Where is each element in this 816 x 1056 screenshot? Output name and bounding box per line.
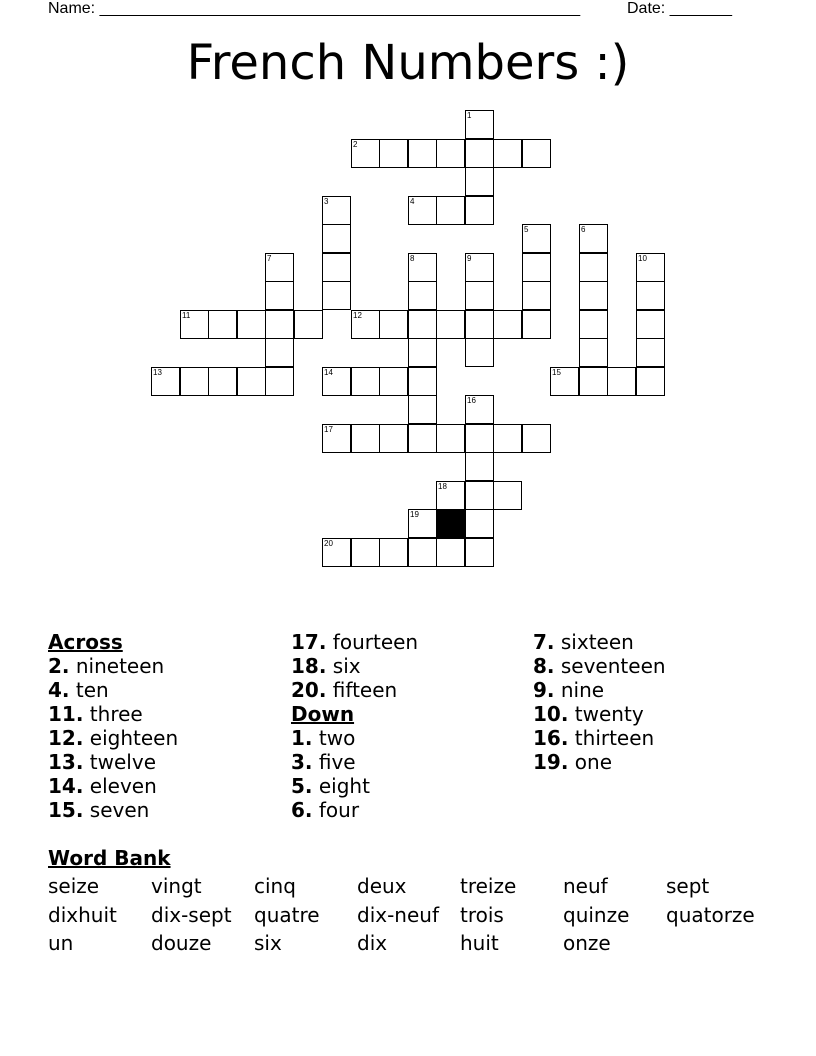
word-bank-word: cinq [254, 874, 296, 898]
clue-text: thirteen [574, 726, 655, 750]
crossword-cell[interactable] [379, 310, 408, 339]
clue-text: three [89, 702, 143, 726]
clue [533, 726, 666, 750]
clue-text: eighteen [89, 726, 179, 750]
clue [291, 678, 418, 702]
crossword-cell[interactable] [237, 310, 266, 339]
crossword-cell[interactable] [265, 253, 294, 282]
crossword-cell[interactable] [379, 367, 408, 396]
crossword-cell[interactable] [180, 367, 209, 396]
crossword-cell[interactable] [436, 538, 465, 567]
word-bank-word: neuf [563, 874, 608, 898]
clue-number: 7. [533, 630, 555, 654]
word-bank-word: trois [460, 903, 504, 927]
clue-number: 15. [48, 798, 84, 822]
down-heading: Down [291, 702, 355, 726]
crossword-cell[interactable] [579, 367, 608, 396]
crossword-cell[interactable] [436, 481, 465, 510]
clue [533, 750, 666, 774]
crossword-cell[interactable] [351, 367, 380, 396]
clue-number: 12. [48, 726, 84, 750]
crossword-cell[interactable] [408, 509, 437, 538]
crossword-cell[interactable] [493, 139, 522, 168]
clue-number: 18 [438, 482, 447, 491]
clue-number: 20. [291, 678, 327, 702]
crossword-cell[interactable] [436, 424, 465, 453]
crossword-cell[interactable] [636, 310, 665, 339]
clue-number: 4. [48, 678, 70, 702]
clue-text: fifteen [332, 678, 398, 702]
crossword-cell[interactable] [351, 310, 380, 339]
down-clue-list [291, 726, 418, 822]
clue [533, 702, 666, 726]
crossword-cell[interactable] [322, 424, 351, 453]
clue-text: nine [560, 678, 605, 702]
date-field[interactable]: Date: _______ [627, 0, 732, 17]
clues-column-2 [291, 630, 418, 822]
clue-number: 3 [324, 197, 329, 206]
clue-number: 18. [291, 654, 327, 678]
clue-number: 14. [48, 774, 84, 798]
crossword-cell[interactable] [579, 253, 608, 282]
clue-text: ten [75, 678, 109, 702]
crossword-cell[interactable] [408, 367, 437, 396]
clue-number: 8 [410, 254, 415, 263]
crossword-cell[interactable] [351, 424, 380, 453]
blocked-cell [436, 509, 465, 538]
crossword-cell[interactable] [408, 310, 437, 339]
clue [533, 678, 666, 702]
clue-text: eleven [89, 774, 157, 798]
crossword-cell[interactable] [522, 224, 551, 253]
clue-number: 11. [48, 702, 84, 726]
clue [48, 774, 178, 798]
crossword-cell[interactable] [322, 281, 351, 310]
clue [291, 774, 418, 798]
clue-text: nineteen [75, 654, 165, 678]
crossword-cell[interactable] [322, 196, 351, 225]
crossword-cell[interactable] [151, 367, 180, 396]
across-heading: Across [48, 630, 123, 654]
clue-text: seventeen [560, 654, 666, 678]
clue-number: 12 [353, 311, 362, 320]
crossword-cell[interactable] [379, 139, 408, 168]
crossword-cell[interactable] [465, 538, 494, 567]
crossword-cell[interactable] [208, 367, 237, 396]
clue [48, 654, 178, 678]
word-bank-word: quinze [563, 903, 630, 927]
clue-number: 17 [324, 425, 333, 434]
crossword-cell[interactable] [294, 310, 323, 339]
clue [291, 654, 418, 678]
clue-number: 16 [467, 396, 476, 405]
clue-text: twelve [89, 750, 156, 774]
clue [291, 630, 418, 654]
crossword-cell[interactable] [465, 253, 494, 282]
clue-number: 8. [533, 654, 555, 678]
crossword-cell[interactable] [265, 281, 294, 310]
clue-number: 1. [291, 726, 313, 750]
crossword-cell[interactable] [265, 310, 294, 339]
word-bank-word: onze [563, 931, 611, 955]
crossword-cell[interactable] [579, 310, 608, 339]
clue-number: 16. [533, 726, 569, 750]
crossword-cell[interactable] [465, 424, 494, 453]
crossword-cell[interactable] [436, 139, 465, 168]
clue-text: five [318, 750, 356, 774]
word-bank-heading: Word Bank [48, 846, 171, 870]
crossword-cell[interactable] [636, 253, 665, 282]
crossword-cell[interactable] [493, 424, 522, 453]
crossword-cell[interactable] [436, 310, 465, 339]
word-bank-word: deux [357, 874, 407, 898]
word-bank-word: douze [151, 931, 212, 955]
crossword-cell[interactable] [522, 281, 551, 310]
crossword-cell[interactable] [636, 281, 665, 310]
clue-number: 13. [48, 750, 84, 774]
crossword-cell[interactable] [379, 538, 408, 567]
clue-text: fourteen [332, 630, 419, 654]
name-field[interactable]: Name: ______________________________________________________ [48, 0, 581, 17]
crossword-cell[interactable] [237, 367, 266, 396]
crossword-cell[interactable] [408, 424, 437, 453]
word-bank-word: dix-sept [151, 903, 232, 927]
crossword-cell[interactable] [465, 338, 494, 367]
clue-number: 15 [552, 368, 561, 377]
clue [291, 798, 418, 822]
clue-number: 14 [324, 368, 333, 377]
crossword-cell[interactable] [322, 253, 351, 282]
crossword-cell[interactable] [522, 424, 551, 453]
word-bank-word: quatre [254, 903, 320, 927]
clue [533, 654, 666, 678]
word-bank-word: un [48, 931, 74, 955]
clues-column-3 [533, 630, 666, 774]
clue-number: 9 [467, 254, 472, 263]
crossword-cell[interactable] [522, 310, 551, 339]
crossword-cell[interactable] [579, 224, 608, 253]
crossword-cell[interactable] [465, 281, 494, 310]
crossword-cell[interactable] [465, 139, 494, 168]
word-bank-word: dixhuit [48, 903, 117, 927]
clue-text: one [574, 750, 613, 774]
clue-number: 20 [324, 539, 333, 548]
across-clue-list-cont [291, 630, 418, 702]
word-bank-word: dix-neuf [357, 903, 440, 927]
clue [48, 702, 178, 726]
clue-text: seven [89, 798, 150, 822]
clue-number: 6 [581, 225, 586, 234]
clue-number: 19 [410, 510, 419, 519]
crossword-cell[interactable] [550, 367, 579, 396]
clue-number: 2 [353, 140, 358, 149]
crossword-cell[interactable] [322, 224, 351, 253]
crossword-cell[interactable] [408, 281, 437, 310]
clue-number: 10. [533, 702, 569, 726]
crossword-cell[interactable] [493, 310, 522, 339]
crossword-cell[interactable] [493, 481, 522, 510]
word-bank-word: vingt [151, 874, 202, 898]
crossword-cell[interactable] [636, 367, 665, 396]
crossword-cell[interactable] [322, 538, 351, 567]
clues-column-1 [48, 630, 178, 822]
crossword-cell[interactable] [408, 139, 437, 168]
crossword-cell[interactable] [379, 424, 408, 453]
crossword-cell[interactable] [465, 452, 494, 481]
crossword-cell[interactable] [322, 367, 351, 396]
clue-number: 17. [291, 630, 327, 654]
crossword-cell[interactable] [579, 281, 608, 310]
crossword-cell[interactable] [607, 367, 636, 396]
clue-text: six [332, 654, 361, 678]
clue [48, 750, 178, 774]
crossword-cell[interactable] [408, 538, 437, 567]
clue [48, 726, 178, 750]
word-bank-word: six [254, 931, 282, 955]
crossword-cell[interactable] [522, 139, 551, 168]
word-bank-word: huit [460, 931, 499, 955]
clue-text: sixteen [560, 630, 634, 654]
crossword-cell[interactable] [351, 538, 380, 567]
crossword-cell[interactable] [408, 338, 437, 367]
crossword-cell[interactable] [579, 338, 608, 367]
clue-text: two [318, 726, 356, 750]
clue-number: 6. [291, 798, 313, 822]
clue-number: 19. [533, 750, 569, 774]
clue-number: 9. [533, 678, 555, 702]
word-bank-word: sept [666, 874, 710, 898]
clue-number: 10 [638, 254, 647, 263]
clue-number: 2. [48, 654, 70, 678]
word-bank-word: treize [460, 874, 517, 898]
clue-text: four [318, 798, 360, 822]
crossword-cell[interactable] [208, 310, 237, 339]
crossword-cell[interactable] [408, 196, 437, 225]
clue [533, 630, 666, 654]
crossword-cell[interactable] [351, 139, 380, 168]
crossword-cell[interactable] [636, 338, 665, 367]
clue-number: 4 [410, 197, 415, 206]
crossword-cell[interactable] [408, 253, 437, 282]
across-clue-list [48, 654, 178, 822]
clue-number: 5. [291, 774, 313, 798]
down-clue-list-cont [533, 630, 666, 774]
clue-number: 11 [182, 311, 191, 320]
clue [291, 726, 418, 750]
crossword-cell[interactable] [465, 196, 494, 225]
clue-text: twenty [574, 702, 644, 726]
crossword-cell[interactable] [180, 310, 209, 339]
crossword-cell[interactable] [522, 253, 551, 282]
crossword-cell[interactable] [265, 367, 294, 396]
crossword-cell[interactable] [265, 338, 294, 367]
crossword-cell[interactable] [408, 395, 437, 424]
word-bank-word: seize [48, 874, 100, 898]
clue-number: 1 [467, 111, 472, 120]
crossword-cell[interactable] [465, 481, 494, 510]
clue [48, 678, 178, 702]
clue-number: 5 [524, 225, 529, 234]
word-bank-word: quatorze [666, 903, 755, 927]
crossword-cell[interactable] [465, 167, 494, 196]
clue-number: 7 [267, 254, 272, 263]
crossword-cell[interactable] [436, 196, 465, 225]
clue [291, 750, 418, 774]
word-bank-word: dix [357, 931, 388, 955]
clue [48, 798, 178, 822]
crossword-cell[interactable] [465, 110, 494, 139]
page-title: French Numbers :) [186, 35, 630, 91]
crossword-cell[interactable] [465, 310, 494, 339]
crossword-cell[interactable] [465, 509, 494, 538]
crossword-cell[interactable] [465, 395, 494, 424]
clue-number: 13 [153, 368, 162, 377]
clue-number: 3. [291, 750, 313, 774]
clue-text: eight [318, 774, 370, 798]
